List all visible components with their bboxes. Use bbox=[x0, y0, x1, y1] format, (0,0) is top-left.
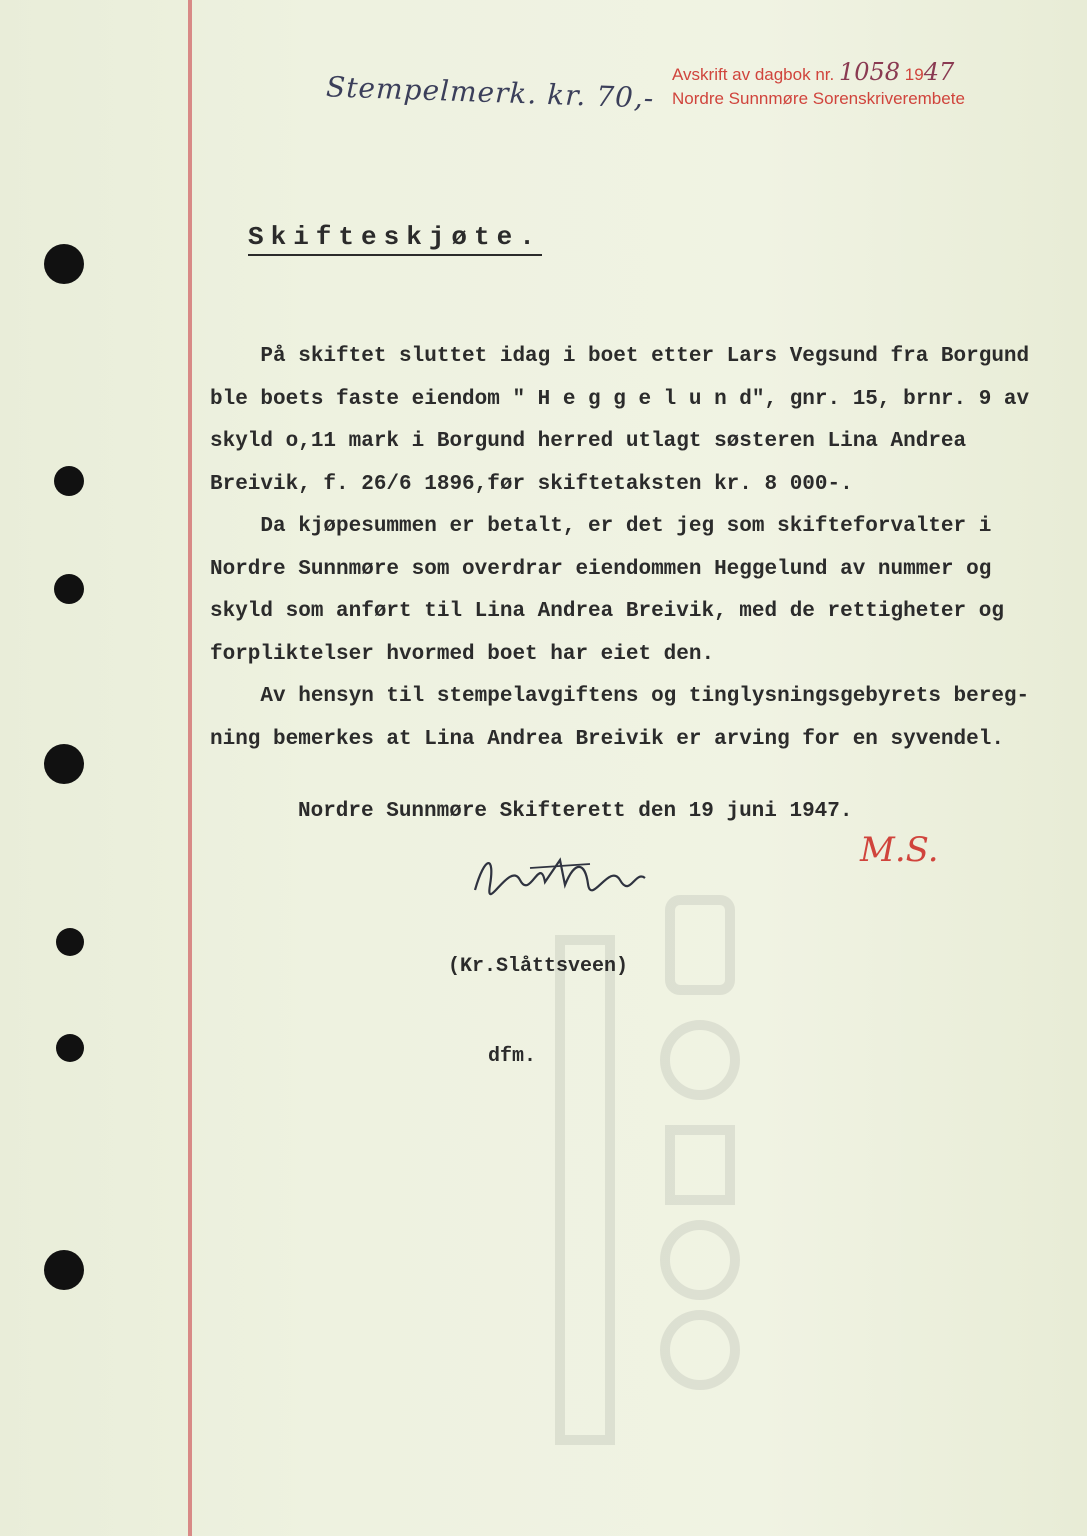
punch-hole bbox=[44, 1250, 84, 1290]
journal-number: 1058 bbox=[838, 58, 901, 86]
punch-hole bbox=[44, 744, 84, 784]
signer-title: dfm. bbox=[488, 1045, 537, 1068]
signer-block bbox=[448, 892, 628, 1132]
punch-hole bbox=[54, 466, 84, 496]
office-stamp-prefix: Avskrift av dagbok nr. bbox=[672, 65, 835, 84]
punch-hole bbox=[56, 928, 84, 956]
signer-name: (Kr.Slåttsveen) bbox=[448, 955, 629, 978]
body-line: skyld som anført til Lina Andrea Breivik, med de rettigheter og bbox=[210, 600, 1004, 623]
body-line: ning bemerkes at Lina Andrea Breivik er arving for en syvendel. bbox=[210, 727, 1004, 751]
body-line: Breivik, f. 26/6 1896,før skiftetaksten kr. 8 000-. bbox=[210, 472, 853, 496]
body-line: Nordre Sunnmøre som overdrar eiendommen Heggelund av nummer og bbox=[210, 557, 992, 581]
punch-hole bbox=[56, 1034, 84, 1062]
punch-hole bbox=[44, 244, 84, 284]
document-title: Skifteskjøte. bbox=[248, 222, 542, 256]
year-prefix: 19 bbox=[904, 65, 924, 84]
body-line: ble boets faste eiendom " H e g g e l u n d", gnr. 15, brnr. 9 av bbox=[210, 387, 1030, 411]
body-line: Da kjøpesummen er betalt, er det jeg som skifteforvalter i bbox=[210, 515, 992, 538]
initials-mark: M.S. bbox=[860, 830, 939, 870]
office-stamp-line2: Nordre Sunnmøre Sorenskriverembete bbox=[672, 89, 965, 108]
body-line: Av hensyn til stempelavgiftens og tinglysningsgebyrets bereg- bbox=[210, 685, 1030, 708]
body-line: forpliktelser hvormed boet har eiet den. bbox=[210, 642, 715, 666]
margin-line bbox=[188, 0, 192, 1536]
punch-hole bbox=[54, 574, 84, 604]
closing-place-date: Nordre Sunnmøre Skifterett den 19 juni 1947. bbox=[298, 800, 853, 823]
body-line: skyld o,11 mark i Borgund herred utlagt søsteren Lina Andrea bbox=[210, 430, 967, 453]
stamp-duty-note: Stempelmerk. kr. 70,- bbox=[325, 70, 655, 115]
year-suffix: 47 bbox=[923, 58, 955, 86]
office-stamp-line1 bbox=[672, 60, 1032, 87]
office-stamp bbox=[672, 60, 1032, 111]
document-body bbox=[210, 336, 1050, 761]
body-line: På skiftet sluttet idag i boet etter Lars Vegsund fra Borgund bbox=[210, 345, 1030, 368]
